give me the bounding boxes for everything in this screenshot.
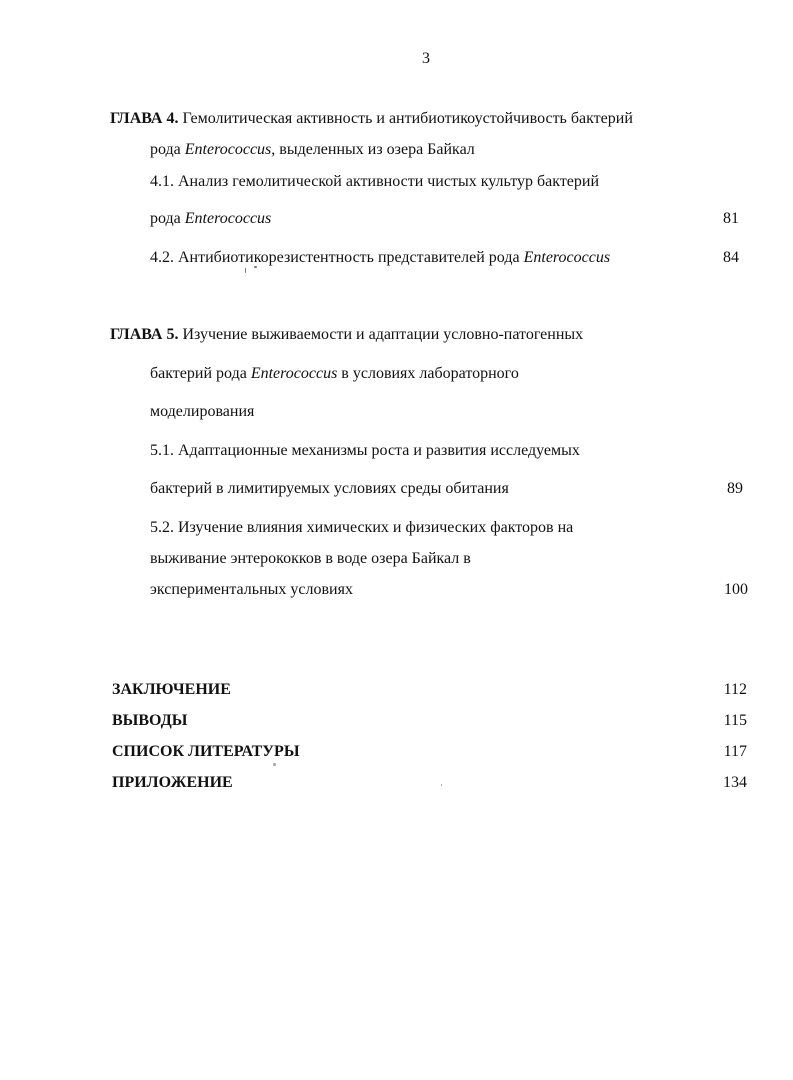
text-fragment: рода xyxy=(150,210,185,227)
page-number: 3 xyxy=(422,50,430,67)
section-5-2-line-1: 5.2. Изучение влияния химических и физических факторов на xyxy=(150,519,574,536)
genus-name: Enterococcus xyxy=(250,365,338,382)
chapter-5-title-line-3: моделирования xyxy=(150,403,255,420)
chapter-4-title-line-1 xyxy=(110,110,633,128)
chapter-4-label: ГЛАВА 4. xyxy=(110,110,179,127)
findings-label: ВЫВОДЫ xyxy=(112,712,188,729)
section-5-1-page: 89 xyxy=(727,480,743,497)
chapter-5-title-line-2 xyxy=(150,365,519,383)
chapter-4-title: Гемолитическая активность и антибиотикоустойчивость бактерий xyxy=(182,110,633,127)
chapter-5-title-line-1 xyxy=(110,326,583,344)
text-fragment: 4.2. Антибиотикорезистентность представителей рода xyxy=(150,249,524,266)
text-fragment: в условиях лабораторного xyxy=(337,365,519,382)
chapter-5-title: Изучение выживаемости и адаптации условно-патогенных xyxy=(182,326,584,343)
section-5-1-line-1: 5.1. Адаптационные механизмы роста и развития исследуемых xyxy=(150,442,580,459)
scan-speck xyxy=(245,268,246,273)
section-4-1-line-2 xyxy=(150,210,271,228)
conclusion-label: ЗАКЛЮЧЕНИЕ xyxy=(112,681,231,698)
appendix-page: 134 xyxy=(723,774,747,791)
genus-name: Enterococcus xyxy=(523,249,611,266)
text-fragment: рода xyxy=(150,141,185,158)
scan-speck xyxy=(441,784,442,786)
section-5-1-line-2: бактерий в лимитируемых условиях среды обитания xyxy=(150,480,509,497)
chapter-4-title-line-2 xyxy=(150,141,475,159)
section-4-1-page: 81 xyxy=(723,210,739,227)
text-fragment: , выделенных из озера Байкал xyxy=(271,141,475,158)
genus-name: Enterococcus xyxy=(184,141,272,158)
text-fragment: бактерий рода xyxy=(150,365,251,382)
genus-name: Enterococcus xyxy=(184,210,272,227)
conclusion-page: 112 xyxy=(723,681,747,698)
references-label: СПИСОК ЛИТЕРАТУРЫ xyxy=(112,743,300,760)
appendix-label: ПРИЛОЖЕНИЕ xyxy=(112,774,233,791)
chapter-5-label: ГЛАВА 5. xyxy=(110,326,179,343)
references-page: 117 xyxy=(723,743,747,760)
scan-speck xyxy=(254,266,257,268)
section-5-2-line-2: выживание энтерококков в воде озера Байкал в xyxy=(150,550,471,567)
section-5-2-page: 100 xyxy=(724,581,748,598)
scan-speck xyxy=(273,763,276,766)
findings-page: 115 xyxy=(723,712,747,729)
section-4-2-page: 84 xyxy=(723,249,739,266)
section-4-1-line-1: 4.1. Анализ гемолитической активности чистых культур бактерий xyxy=(150,173,600,190)
section-5-2-line-3: экспериментальных условиях xyxy=(150,581,353,598)
section-4-2 xyxy=(150,249,610,267)
